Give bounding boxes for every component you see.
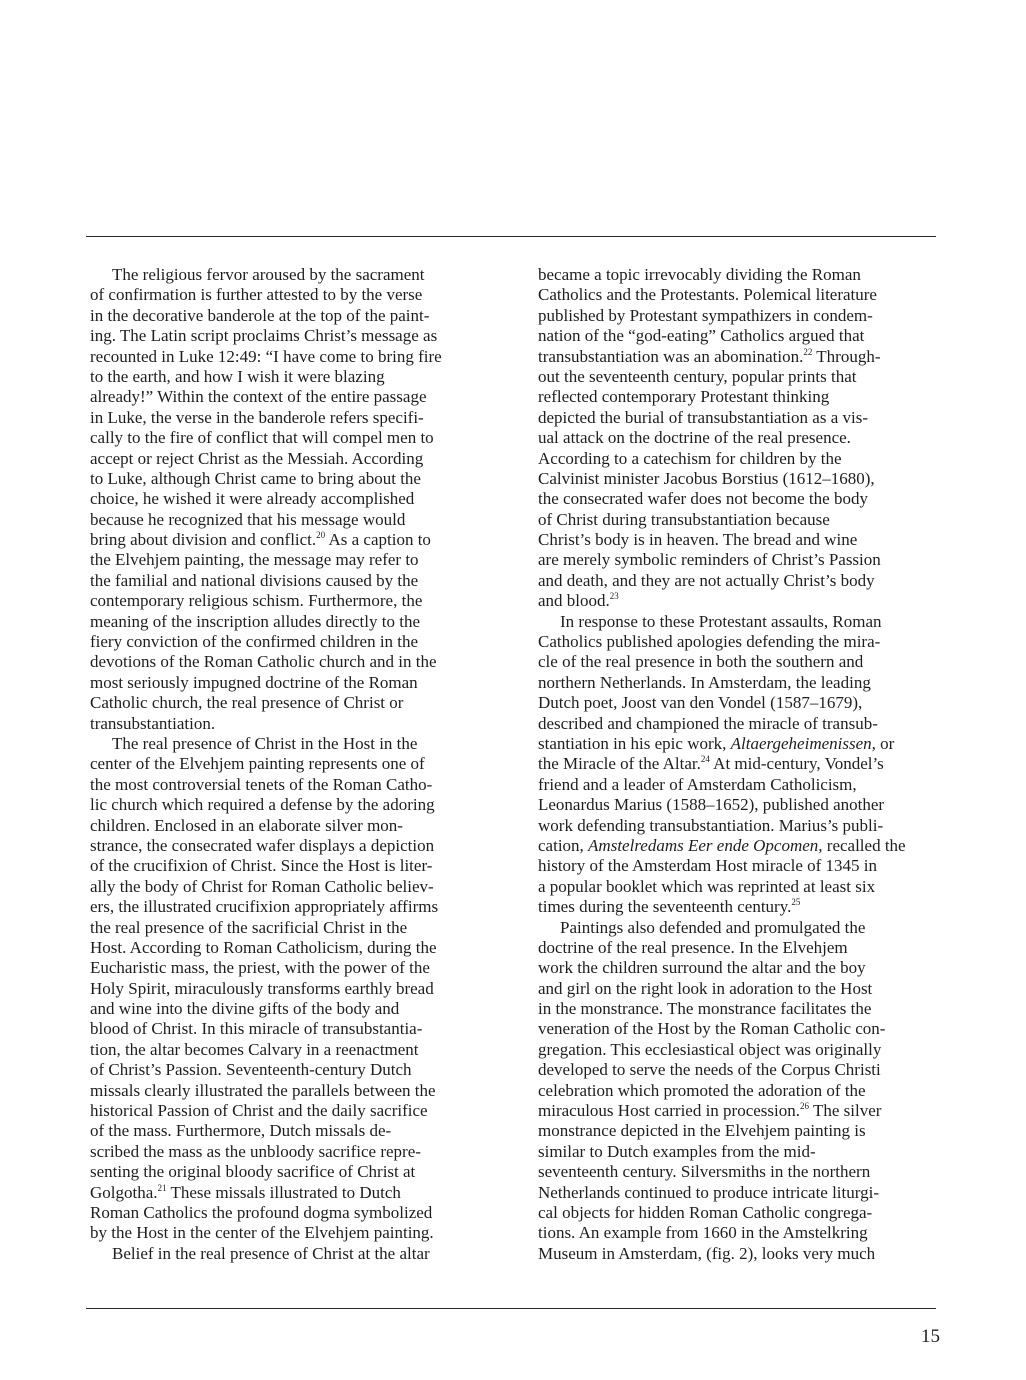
text-line: missals clearly illustrated the parallels between the bbox=[90, 1080, 436, 1100]
right-column bbox=[538, 265, 956, 1264]
text-line: fiery conviction of the confirmed children in the bbox=[90, 632, 419, 652]
text-line: developed to serve the needs of the Corpus Christi bbox=[538, 1060, 881, 1080]
text-line: Eucharistic mass, the priest, with the power of the bbox=[90, 958, 430, 978]
text-line: monstrance depicted in the Elvehjem painting is bbox=[538, 1121, 866, 1141]
text-line: Dutch poet, Joost van den Vondel (1587–1679), bbox=[538, 693, 863, 713]
text-line: Belief in the real presence of Christ at the altar bbox=[112, 1243, 430, 1263]
text-line: published by Protestant sympathizers in condem- bbox=[538, 305, 873, 325]
text-line: Leonardus Marius (1588–1652), published another bbox=[538, 795, 885, 815]
text-line: stantiation in his epic work, Altaergeheimenissen, or bbox=[538, 733, 895, 753]
text-line: In response to these Protestant assaults, Roman bbox=[560, 611, 882, 631]
text-line: celebration which promoted the adoration of the bbox=[538, 1080, 866, 1100]
text-line: the Elvehjem painting, the message may refer to bbox=[90, 550, 419, 570]
text-line: the consecrated wafer does not become the body bbox=[538, 489, 868, 509]
text-line: Christ’s body is in heaven. The bread and wine bbox=[538, 530, 858, 550]
page-number: 15 bbox=[921, 1326, 940, 1347]
text-line: Holy Spirit, miraculously transforms earthly bread bbox=[90, 978, 434, 998]
text-line: Museum in Amsterdam, (fig. 2), looks very much bbox=[538, 1243, 876, 1263]
left-column bbox=[90, 265, 508, 1264]
text-line: Catholic church, the real presence of Christ or bbox=[90, 693, 404, 713]
text-line: choice, he wished it were already accomplished bbox=[90, 489, 415, 509]
bottom-rule bbox=[86, 1308, 936, 1309]
text-line: The religious fervor aroused by the sacrament bbox=[112, 265, 425, 284]
text-line: bring about division and conflict.$^{20}$ As a caption to bbox=[90, 530, 431, 550]
text-line: seventeenth century. Silversmiths in the northern bbox=[538, 1162, 871, 1182]
text-line: ally the body of Christ for Roman Catholic believ- bbox=[90, 876, 434, 896]
text-line: Catholics published apologies defending the mira- bbox=[538, 632, 881, 652]
text-line: work defending transubstantiation. Marius’s publi- bbox=[538, 815, 884, 835]
text-line: and girl on the right look in adoration to the Host bbox=[538, 978, 873, 998]
text-line: children. Enclosed in an elaborate silver mon- bbox=[90, 815, 403, 835]
text-line: The real presence of Christ in the Host in the bbox=[112, 733, 418, 753]
footnote-ref: 21 bbox=[157, 1182, 167, 1193]
text-line: accept or reject Christ as the Messiah. According bbox=[90, 448, 424, 468]
text-line: similar to Dutch examples from the mid- bbox=[538, 1141, 816, 1161]
text-line: Calvinist minister Jacobus Borstius (1612–1680), bbox=[538, 468, 875, 488]
text-line: strance, the consecrated wafer displays a depiction bbox=[90, 835, 435, 855]
text-line: Paintings also defended and promulgated the bbox=[560, 917, 866, 937]
text-line: miraculous Host carried in procession.$^{26}$ The silver bbox=[538, 1101, 882, 1121]
text-line: cle of the real presence in both the southern and bbox=[538, 652, 864, 672]
footnote-ref: 22 bbox=[803, 346, 813, 357]
footnote-ref: 20 bbox=[316, 530, 326, 541]
text-line: Host. According to Roman Catholicism, during the bbox=[90, 937, 437, 957]
text-line: out the seventeenth century, popular prints that bbox=[538, 366, 857, 386]
text-line: the Miracle of the Altar.$^{24}$ At mid-century, Vondel’s bbox=[538, 754, 884, 774]
text-line: ers, the illustrated crucifixion appropriately affirms bbox=[90, 897, 439, 917]
text-line: described and championed the miracle of transub- bbox=[538, 713, 878, 733]
text-line: to the earth, and how I wish it were blazing bbox=[90, 366, 385, 386]
text-line: to Luke, although Christ came to bring about the bbox=[90, 468, 421, 488]
text-line: reflected contemporary Protestant thinking bbox=[538, 387, 830, 407]
text-line: of confirmation is further attested to by the verse bbox=[90, 285, 423, 305]
text-line: the familial and national divisions caused by the bbox=[90, 570, 419, 590]
text-line: most seriously impugned doctrine of the Roman bbox=[90, 672, 418, 692]
text-line: senting the original bloody sacrifice of Christ at bbox=[90, 1162, 416, 1182]
text-line: transubstantiation. bbox=[90, 713, 216, 733]
text-line: in Luke, the verse in the banderole refers specifi- bbox=[90, 407, 424, 427]
text-line: became a topic irrevocably dividing the Roman bbox=[538, 265, 861, 284]
text-line: work the children surround the altar and the boy bbox=[538, 958, 866, 978]
text-line: a popular booklet which was reprinted at least six bbox=[538, 876, 876, 896]
text-line: veneration of the Host by the Roman Catholic con- bbox=[538, 1019, 886, 1039]
text-line: doctrine of the real presence. In the Elvehjem bbox=[538, 937, 848, 957]
footnote-ref: 26 bbox=[800, 1101, 810, 1112]
text-line: because he recognized that his message would bbox=[90, 509, 406, 529]
text-line: According to a catechism for children by the bbox=[538, 448, 842, 468]
text-line: are merely symbolic reminders of Christ’s Passion bbox=[538, 550, 881, 570]
italic-title: Altaergeheimenissen, bbox=[730, 733, 876, 753]
text-line: tions. An example from 1660 in the Amstelkring bbox=[538, 1223, 868, 1243]
text-line: and blood.$^{23}$ bbox=[538, 591, 619, 611]
text-line: contemporary religious schism. Furthermore, the bbox=[90, 591, 423, 611]
text-line: scribed the mass as the unbloody sacrifice repre- bbox=[90, 1141, 421, 1161]
text-line: recounted in Luke 12:49: “I have come to bring fire bbox=[90, 346, 442, 366]
text-line: in the decorative banderole at the top of the paint- bbox=[90, 305, 430, 325]
text-line: historical Passion of Christ and the daily sacrifice bbox=[90, 1101, 428, 1121]
top-rule bbox=[86, 236, 936, 237]
text-line: the most controversial tenets of the Roman Catho- bbox=[90, 774, 433, 794]
text-line: ual attack on the doctrine of the real presence. bbox=[538, 428, 851, 448]
footnote-ref: 24 bbox=[700, 754, 710, 765]
text-line: depicted the burial of transubstantiation as a vis- bbox=[538, 407, 868, 427]
text-line: Golgotha.$^{21}$ These missals illustrated to Dutch bbox=[90, 1182, 401, 1202]
text-line: of the mass. Furthermore, Dutch missals de- bbox=[90, 1121, 392, 1141]
text-line: northern Netherlands. In Amsterdam, the leading bbox=[538, 672, 871, 692]
text-line: transubstantiation was an abomination.$^{22}$ Through- bbox=[538, 346, 881, 366]
text-line: history of the Amsterdam Host miracle of 1345 in bbox=[538, 856, 877, 876]
text-line: of Christ’s Passion. Seventeenth-century Dutch bbox=[90, 1060, 412, 1080]
text-line: in the monstrance. The monstrance facilitates the bbox=[538, 999, 872, 1019]
text-line: cation, Amstelredams Eer ende Opcomen, recalled the bbox=[538, 835, 906, 855]
text-line: lic church which required a defense by the adoring bbox=[90, 795, 435, 815]
text-line: Roman Catholics the profound dogma symbolized bbox=[90, 1202, 433, 1222]
text-line: and death, and they are not actually Christ’s body bbox=[538, 570, 875, 590]
footnote-ref: 25 bbox=[791, 897, 801, 908]
text-line: already!” Within the context of the entire passage bbox=[90, 387, 427, 407]
text-line: of the crucifixion of Christ. Since the Host is liter- bbox=[90, 856, 433, 876]
text-line: blood of Christ. In this miracle of transubstantia- bbox=[90, 1019, 423, 1039]
text-line: and wine into the divine gifts of the body and bbox=[90, 999, 400, 1019]
text-line: friend and a leader of Amsterdam Catholicism, bbox=[538, 774, 857, 794]
text-line: the real presence of the sacrificial Christ in the bbox=[90, 917, 408, 937]
text-line: Catholics and the Protestants. Polemical literature bbox=[538, 285, 877, 305]
text-line: devotions of the Roman Catholic church and in the bbox=[90, 652, 437, 672]
text-line: nation of the “god-eating” Catholics argued that bbox=[538, 326, 865, 346]
footnote-ref: 23 bbox=[609, 591, 619, 602]
text-line: of Christ during transubstantiation because bbox=[538, 509, 830, 529]
text-line: times during the seventeenth century.$^{25}$ bbox=[538, 897, 801, 917]
italic-title: Amstelredams Eer ende Opcomen, bbox=[588, 835, 823, 855]
text-line: gregation. This ecclesiastical object was originally bbox=[538, 1039, 882, 1059]
text-line: Netherlands continued to produce intricate liturgi- bbox=[538, 1182, 879, 1202]
text-line: cal objects for hidden Roman Catholic congrega- bbox=[538, 1202, 873, 1222]
text-line: center of the Elvehjem painting represents one of bbox=[90, 754, 425, 774]
text-line: meaning of the inscription alludes directly to the bbox=[90, 611, 420, 631]
text-line: tion, the altar becomes Calvary in a reenactment bbox=[90, 1039, 419, 1059]
text-line: by the Host in the center of the Elvehjem painting. bbox=[90, 1223, 434, 1243]
text-line: cally to the fire of conflict that will compel men to bbox=[90, 428, 434, 448]
text-line: ing. The Latin script proclaims Christ’s message as bbox=[90, 326, 438, 346]
